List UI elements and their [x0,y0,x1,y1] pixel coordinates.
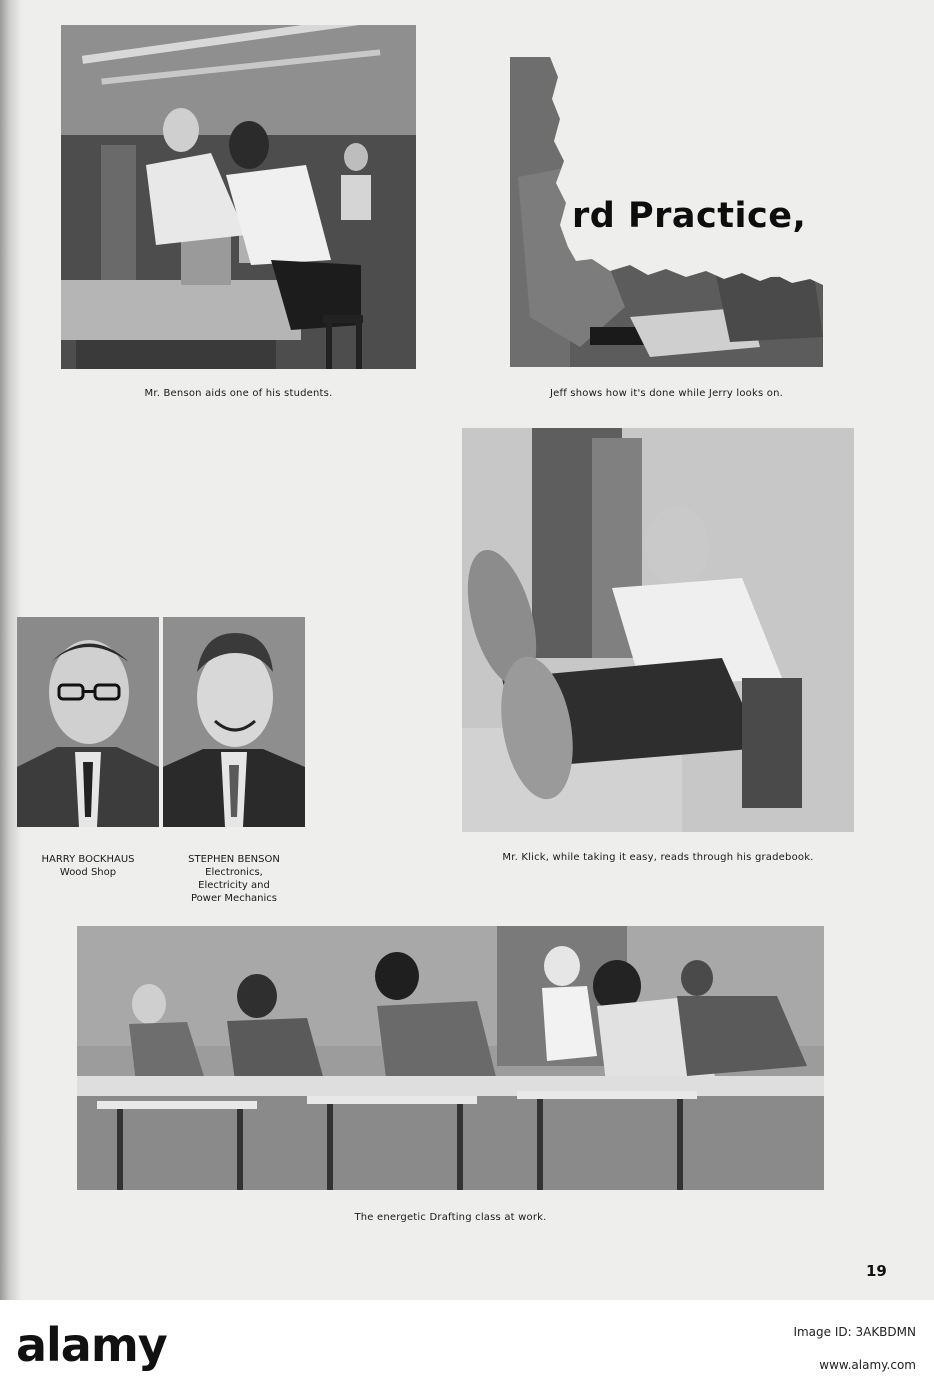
photo-drafting-class [77,926,824,1190]
alamy-logo: alamy [16,1318,167,1372]
site-url: www.alamy.com [819,1358,916,1372]
faculty-subject: Wood Shop [59,867,117,878]
caption-drafting-class: The energetic Drafting class at work. [354,1212,547,1223]
portrait-benson [163,617,305,827]
caption-benson-lab: Mr. Benson aids one of his students. [144,388,333,399]
faculty-name: STEPHEN BENSON [188,854,280,865]
page-number: 19 [866,1262,887,1280]
section-title-fragment: rd Practice, [572,196,807,236]
image-id: Image ID: 3AKBDMN [793,1325,916,1339]
faculty-name: HARRY BOCKHAUS [41,854,135,865]
photo-klick [462,428,854,832]
faculty-subject: Electricity and [198,880,270,891]
faculty-subject: Electronics, [205,867,263,878]
faculty-subject: Power Mechanics [191,893,277,904]
faculty-benson [163,853,305,905]
caption-klick: Mr. Klick, while taking it easy, reads through his gradebook. [502,852,814,863]
photo-benson-lab [61,25,416,369]
stock-footer [0,1300,934,1390]
faculty-bockhaus [17,853,159,879]
caption-jeff-jerry: Jeff shows how it's done while Jerry looks on. [549,388,784,399]
portrait-bockhaus [17,617,159,827]
